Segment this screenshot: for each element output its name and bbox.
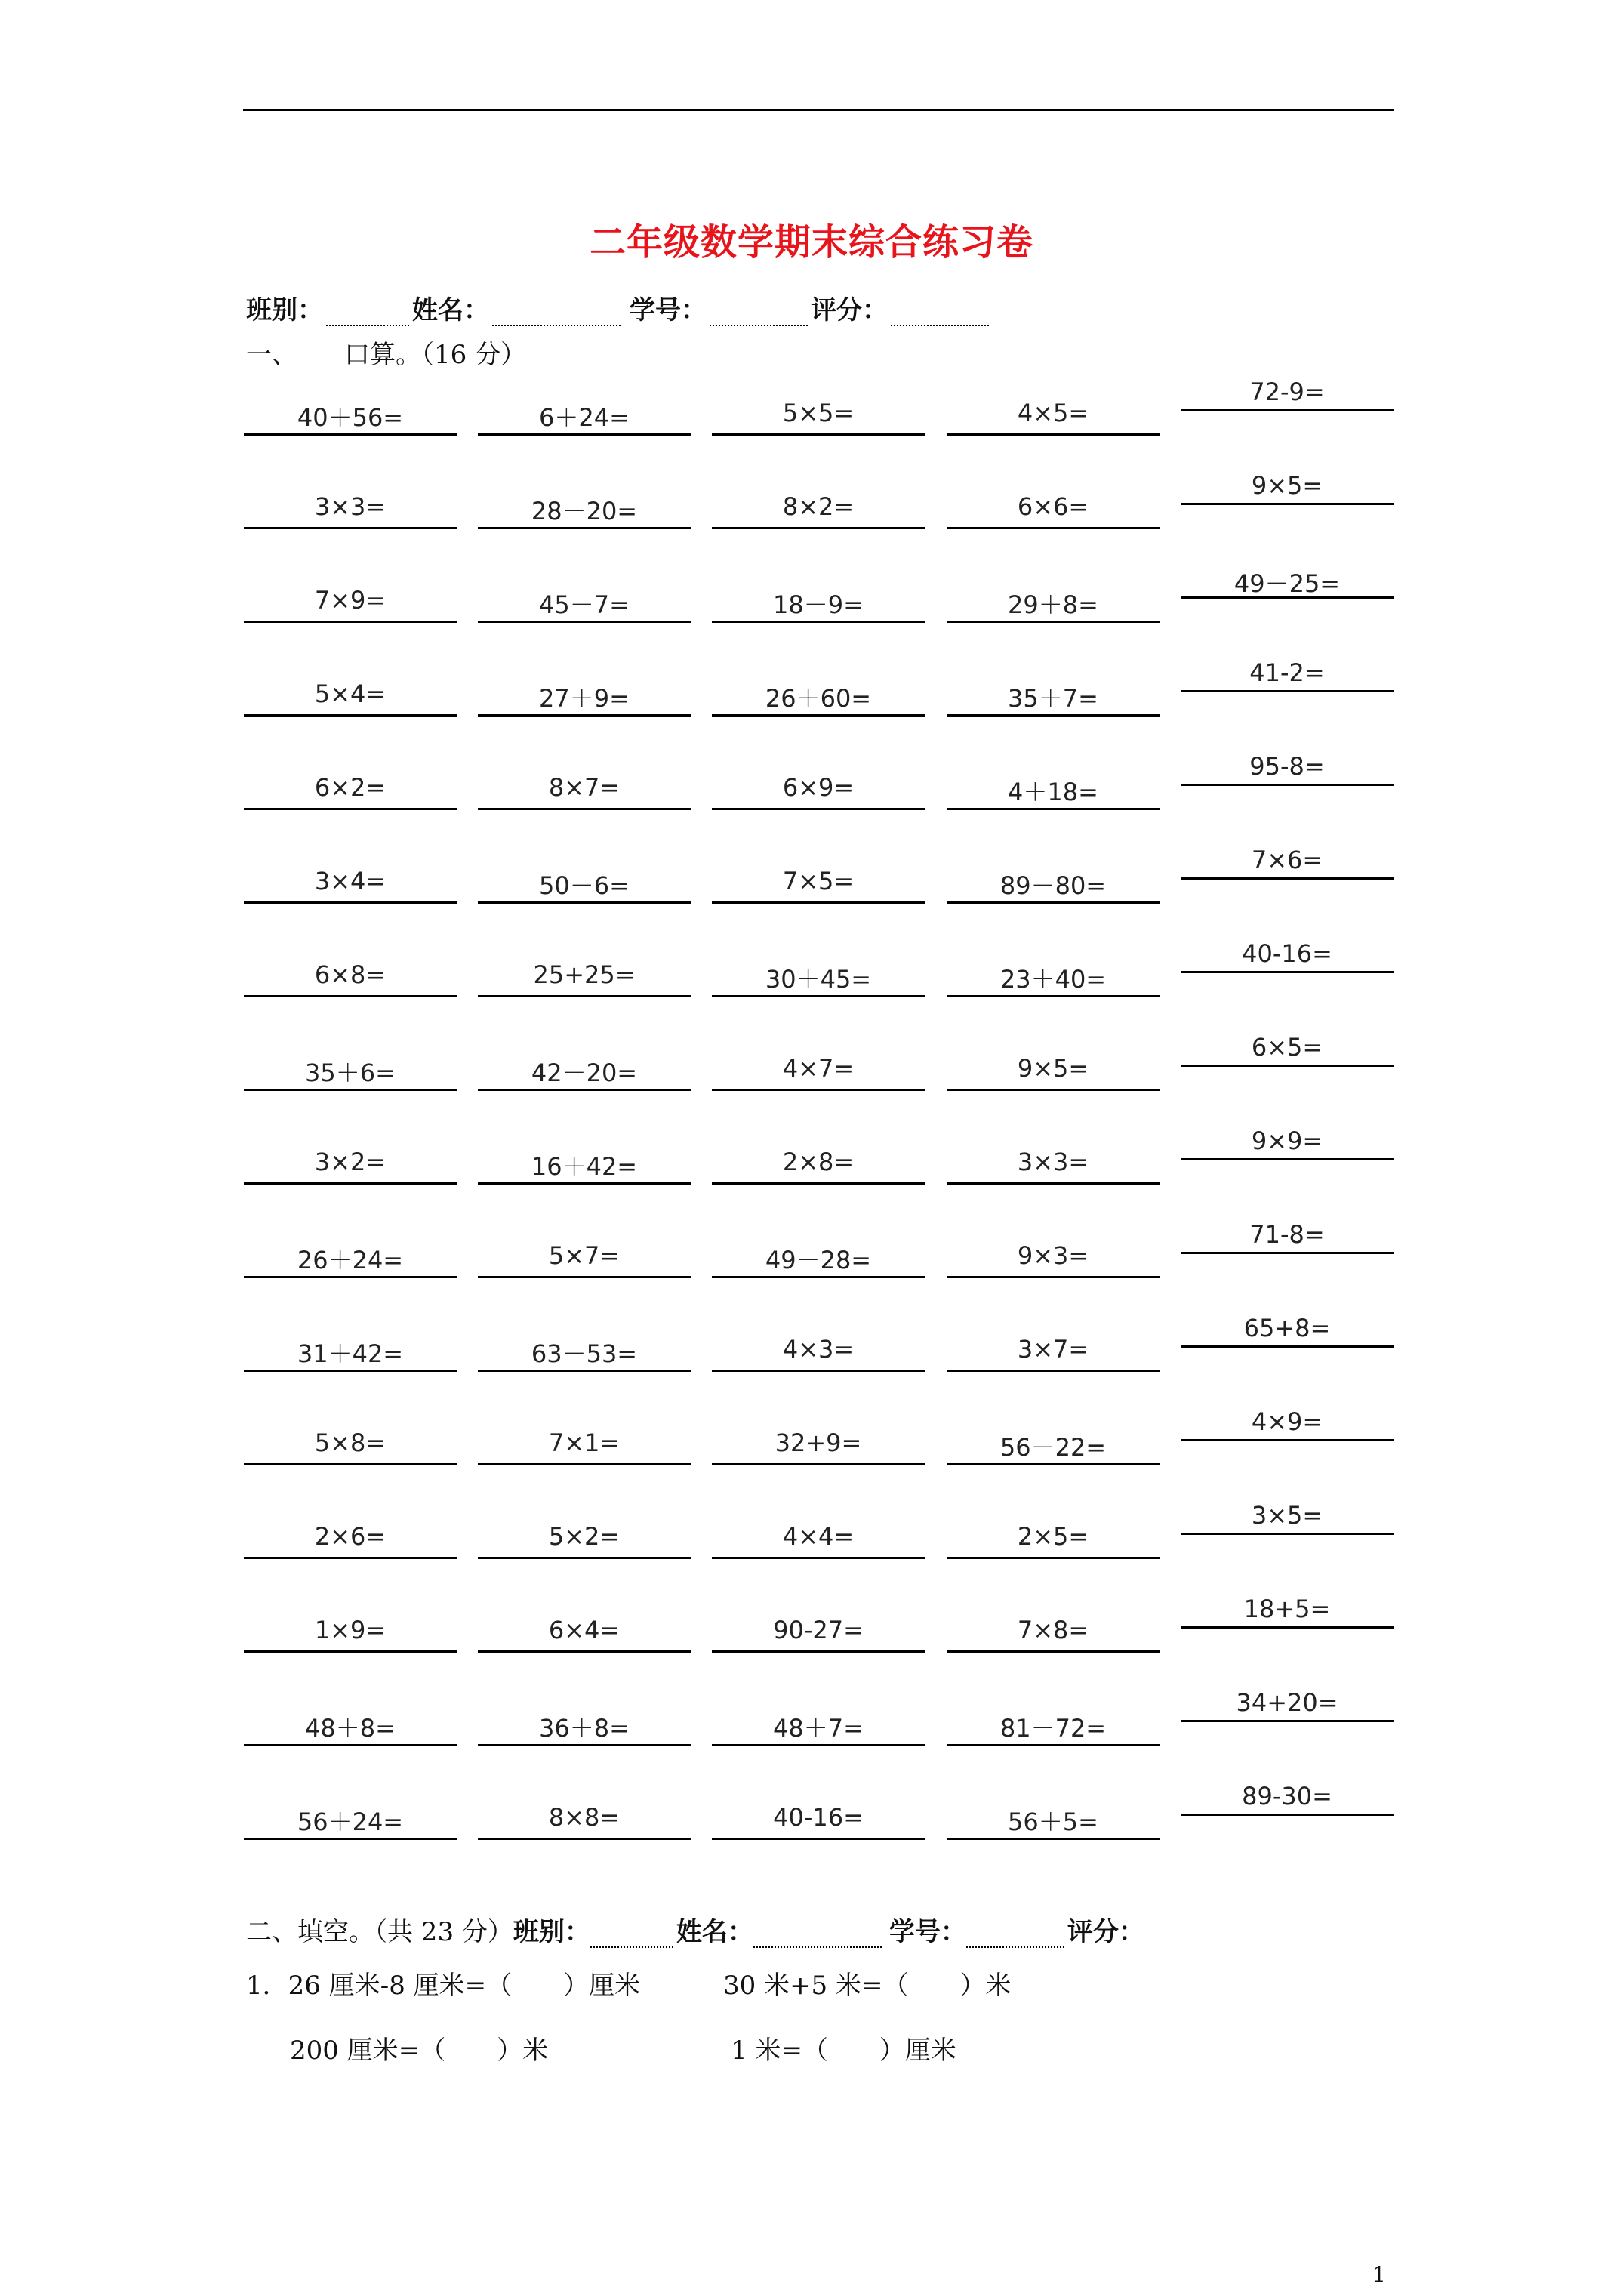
problem-text: 4×4= [782, 1522, 855, 1551]
problem-text: 42－20= [531, 1059, 638, 1087]
problem-text: 18+5= [1243, 1595, 1331, 1623]
problem-text: 3×2= [314, 1148, 387, 1176]
answer-line [947, 1744, 1160, 1746]
problem-text: 26＋60= [765, 684, 872, 713]
section2-name-label: 姓名： [676, 1917, 753, 1947]
problem-text: 48＋8= [305, 1714, 396, 1743]
answer-line [712, 1557, 925, 1559]
problem-text: 2×8= [782, 1148, 855, 1176]
problem-text: 35＋6= [305, 1059, 396, 1087]
answer-line [712, 1838, 925, 1840]
problem-text: 9×5= [1251, 471, 1323, 500]
answer-line [478, 1838, 691, 1840]
problem-text: 1×9= [314, 1616, 387, 1644]
problem-text: 4×7= [782, 1054, 855, 1083]
answer-line [244, 433, 457, 436]
section2-id-label: 学号： [888, 1917, 966, 1947]
problem-text: 6＋24= [539, 403, 630, 432]
problem-text: 40-16= [1242, 939, 1332, 968]
problem-text: 3×3= [314, 492, 387, 521]
problem-text: 5×8= [314, 1428, 387, 1457]
problem-text: 3×4= [314, 867, 387, 895]
section1-number: 一、 [246, 340, 297, 370]
answer-line [947, 1650, 1160, 1653]
answer-line [244, 527, 457, 529]
answer-line [1181, 1626, 1394, 1629]
answer-line [712, 1370, 925, 1372]
answer-line [244, 1089, 457, 1091]
answer-line [947, 1370, 1160, 1372]
answer-line [947, 433, 1160, 436]
answer-line [1181, 1158, 1394, 1160]
answer-line [244, 1838, 457, 1840]
problem-text: 4×9= [1251, 1407, 1323, 1436]
answer-line [1181, 1252, 1394, 1254]
answer-line [478, 1089, 691, 1091]
problem-text: 81－72= [999, 1714, 1107, 1743]
answer-line [478, 901, 691, 904]
problem-text: 23＋40= [999, 965, 1107, 994]
answer-line [478, 714, 691, 717]
problem-text: 41-2= [1249, 658, 1325, 687]
problem-text: 90-27= [773, 1616, 864, 1644]
answer-line [947, 1089, 1160, 1091]
answer-line [1181, 1720, 1394, 1722]
problem-text: 36＋8= [539, 1714, 630, 1743]
answer-line [478, 1744, 691, 1746]
q1-cm-subtraction: 1．26 厘米-8 厘米=（ ）厘米 [246, 1971, 641, 2001]
problem-text: 3×5= [1251, 1501, 1323, 1530]
answer-line [478, 1182, 691, 1185]
answer-line [1181, 596, 1394, 599]
problem-text: 9×9= [1251, 1126, 1323, 1155]
section1-heading [246, 334, 526, 371]
answer-line [947, 714, 1160, 717]
student-info-line [246, 288, 992, 326]
problem-text: 50－6= [539, 871, 630, 900]
problem-text: 49－28= [765, 1246, 872, 1274]
answer-line [244, 1182, 457, 1185]
problem-text: 48＋7= [773, 1714, 864, 1743]
answer-line [712, 621, 925, 623]
problem-text: 65+8= [1243, 1314, 1331, 1342]
answer-line [244, 1744, 457, 1746]
answer-line [244, 714, 457, 717]
problem-text: 32+9= [775, 1428, 862, 1457]
problem-text: 18－9= [773, 590, 864, 619]
problem-text: 6×6= [1017, 492, 1089, 521]
answer-line [712, 995, 925, 997]
answer-line [244, 808, 457, 810]
answer-line [1181, 1814, 1394, 1816]
problem-text: 95-8= [1249, 752, 1325, 781]
problem-text: 16＋42= [531, 1152, 638, 1181]
problem-text: 29＋8= [1008, 590, 1098, 619]
score-blank[interactable] [891, 299, 989, 326]
answer-line [712, 433, 925, 436]
answer-line [478, 621, 691, 623]
answer-line [478, 433, 691, 436]
answer-line [244, 901, 457, 904]
answer-line [947, 1276, 1160, 1278]
answer-line [947, 808, 1160, 810]
answer-line [478, 1276, 691, 1278]
answer-line [712, 901, 925, 904]
section2-class-label: 班别： [513, 1917, 590, 1947]
answer-line [712, 1463, 925, 1465]
section2-id-blank[interactable] [966, 1922, 1064, 1948]
problem-text: 45－7= [539, 590, 630, 619]
problem-text: 3×7= [1017, 1335, 1089, 1364]
answer-line [1181, 1533, 1394, 1535]
problem-text: 63－53= [531, 1339, 638, 1368]
problem-text: 4×3= [782, 1335, 855, 1364]
page-title: 二年级数学期末综合练习卷 [589, 221, 1033, 264]
section2-title: 二、填空。（共 23 分） [246, 1917, 513, 1947]
problem-text: 3×3= [1017, 1148, 1089, 1176]
problem-text: 8×8= [548, 1803, 621, 1832]
answer-line [244, 1370, 457, 1372]
problem-text: 26＋24= [297, 1246, 404, 1274]
answer-line [1181, 877, 1394, 880]
problem-text: 8×2= [782, 492, 855, 521]
problem-text: 40＋56= [297, 403, 404, 432]
problem-text: 5×7= [548, 1241, 621, 1270]
problem-text: 31＋42= [297, 1339, 404, 1368]
answer-line [712, 527, 925, 529]
problem-text: 9×3= [1017, 1241, 1089, 1270]
answer-line [947, 1557, 1160, 1559]
answer-line [1181, 1345, 1394, 1348]
answer-line [712, 1276, 925, 1278]
answer-line [244, 1276, 457, 1278]
problem-text: 5×2= [548, 1522, 621, 1551]
problem-text: 7×8= [1017, 1616, 1089, 1644]
answer-line [947, 1182, 1160, 1185]
section2-name-blank[interactable] [753, 1922, 882, 1948]
page-number: 1 [1372, 2262, 1386, 2287]
answer-line [712, 1089, 925, 1091]
problem-text: 30＋45= [765, 965, 872, 994]
answer-line [478, 1463, 691, 1465]
answer-line [1181, 690, 1394, 692]
header-rule [243, 109, 1394, 111]
problem-text: 6×8= [314, 960, 387, 989]
problem-text: 9×5= [1017, 1054, 1089, 1083]
problem-text: 27＋9= [539, 684, 630, 713]
class-label: 班别： [246, 295, 323, 325]
name-label: 姓名： [412, 295, 489, 325]
problem-text: 2×6= [314, 1522, 387, 1551]
answer-line [478, 1370, 691, 1372]
problem-text: 72-9= [1249, 378, 1325, 406]
answer-line [478, 808, 691, 810]
problem-text: 34+20= [1236, 1688, 1338, 1717]
answer-line [1181, 503, 1394, 505]
answer-line [712, 808, 925, 810]
problem-text: 28－20= [531, 497, 638, 525]
answer-line [244, 1650, 457, 1653]
problem-text: 56＋5= [1008, 1808, 1098, 1836]
id-label: 学号： [630, 295, 707, 325]
answer-line [947, 621, 1160, 623]
id-blank[interactable] [710, 299, 808, 326]
answer-line [478, 1557, 691, 1559]
answer-line [1181, 409, 1394, 411]
problem-text: 56－22= [999, 1433, 1107, 1462]
section2-score-label: 评分： [1067, 1917, 1144, 1947]
problem-text: 7×1= [548, 1428, 621, 1457]
answer-line [1181, 784, 1394, 786]
answer-line [1181, 971, 1394, 973]
section1-title: 口算。（16 分） [344, 340, 527, 370]
problem-text: 6×4= [548, 1616, 621, 1644]
problem-text: 7×5= [782, 867, 855, 895]
problem-text: 71-8= [1249, 1220, 1325, 1249]
problem-text: 56＋24= [297, 1808, 404, 1836]
problem-text: 7×9= [314, 586, 387, 615]
problem-text: 35＋7= [1008, 684, 1098, 713]
section2-class-blank[interactable] [590, 1922, 673, 1948]
answer-line [712, 1182, 925, 1185]
score-label: 评分： [811, 295, 888, 325]
class-blank[interactable] [326, 299, 409, 326]
answer-line [947, 995, 1160, 997]
answer-line [712, 714, 925, 717]
q1-m-to-cm: 1 米=（ ）厘米 [731, 2036, 956, 2066]
problem-text: 49－25= [1233, 569, 1341, 598]
answer-line [244, 621, 457, 623]
problem-text: 89-30= [1242, 1782, 1332, 1811]
problem-text: 6×2= [314, 773, 387, 802]
answer-line [947, 527, 1160, 529]
problem-text: 4＋18= [1008, 778, 1098, 806]
answer-line [1181, 1065, 1394, 1067]
q1-cm-to-m: 200 厘米=（ ）米 [290, 2036, 549, 2066]
problem-text: 7×6= [1251, 846, 1323, 874]
problem-text: 89－80= [999, 871, 1107, 900]
problem-text: 6×9= [782, 773, 855, 802]
problem-text: 6×5= [1251, 1033, 1323, 1062]
name-blank[interactable] [492, 299, 621, 326]
answer-line [244, 995, 457, 997]
problem-text: 40-16= [773, 1803, 864, 1832]
q1-m-addition: 30 米+5 米=（ ）米 [723, 1971, 1012, 2001]
answer-line [947, 1838, 1160, 1840]
answer-line [244, 1463, 457, 1465]
answer-line [1181, 1439, 1394, 1441]
answer-line [478, 527, 691, 529]
answer-line [244, 1557, 457, 1559]
answer-line [478, 995, 691, 997]
problem-text: 5×5= [782, 399, 855, 427]
problem-text: 25+25= [533, 960, 636, 989]
answer-line [947, 901, 1160, 904]
problem-text: 4×5= [1017, 399, 1089, 427]
problem-text: 2×5= [1017, 1522, 1089, 1551]
answer-line [478, 1650, 691, 1653]
problem-text: 5×4= [314, 680, 387, 708]
section2-heading-line [246, 1910, 1144, 1948]
answer-line [712, 1744, 925, 1746]
answer-line [712, 1650, 925, 1653]
answer-line [947, 1463, 1160, 1465]
problem-text: 8×7= [548, 773, 621, 802]
